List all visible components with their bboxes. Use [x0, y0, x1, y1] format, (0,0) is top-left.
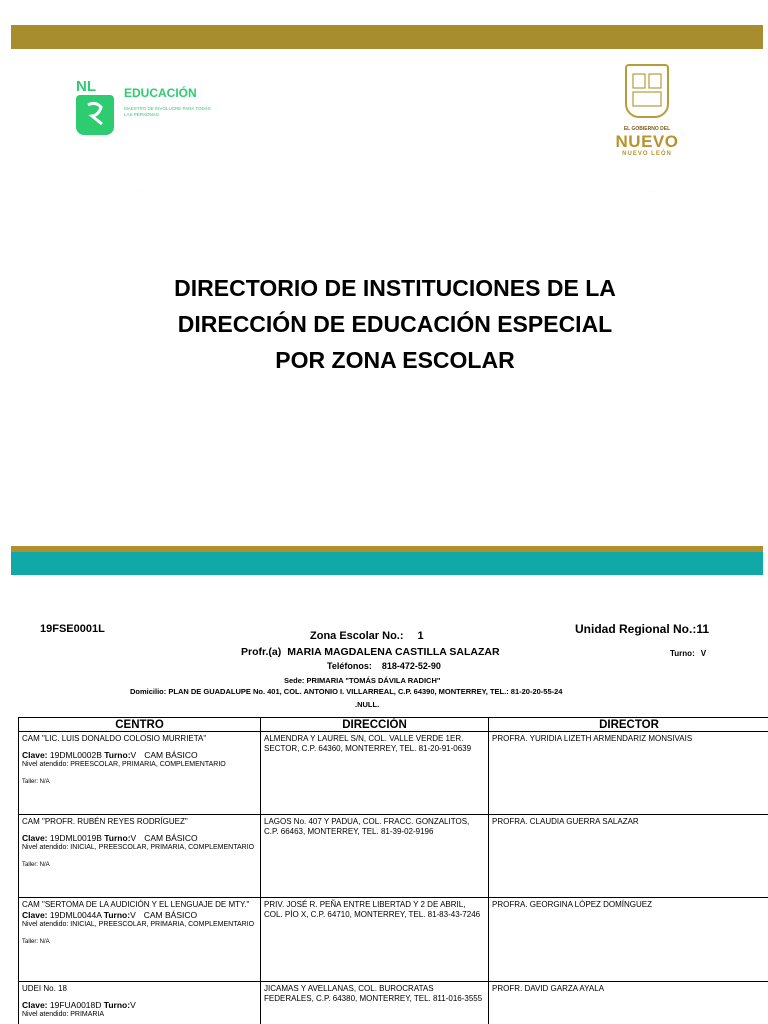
- government-big-text: NUEVO: [615, 132, 679, 151]
- centro-type: CAM BÁSICO: [144, 833, 198, 843]
- centro-clave-line: [22, 833, 257, 843]
- supervisor-name: MARIA MAGDALENA CASTILLA SALAZAR: [287, 646, 500, 658]
- zone-address: [130, 687, 562, 696]
- government-state-text: NUEVO LEÓN: [622, 151, 672, 157]
- address-cell: LAGOS No. 407 Y PADUA, COL. FRACC. GONZALITOS, C.P. 66463, MONTERREY, TEL. 81-39-02-9196: [261, 815, 489, 898]
- title-line-3: POR ZONA ESCOLAR: [275, 347, 515, 373]
- turno-value: V: [130, 833, 137, 843]
- zone-shift: [670, 649, 706, 658]
- table-row: [19, 732, 768, 815]
- centro-workshop: Taller: N/A: [22, 939, 50, 945]
- table-row: [19, 982, 768, 1024]
- education-logo-tagline: MAESTRO DE INVOLUCRE PARA TODAS LAS PERSONAS: [124, 106, 211, 117]
- header-director: DIRECTOR: [489, 718, 768, 732]
- centro-cell: [19, 982, 261, 1024]
- clave-value: 19DML0044A: [49, 910, 102, 920]
- turno-label: Turno:: [104, 833, 131, 843]
- regional-unit-value: 11: [696, 622, 710, 636]
- centro-workshop: Taller: N/A: [22, 862, 50, 868]
- centro-level: Nivel atendido: INICIAL, PREESCOLAR, PRIMARIA, COMPLEMENTARIO: [22, 921, 255, 928]
- centro-level: Nivel atendido: INICIAL, PREESCOLAR, PRIMARIA, COMPLEMENTARIO: [22, 844, 255, 851]
- centro-type: CAM BÁSICO: [144, 750, 198, 760]
- seat-value: PRIMARIA "TOMÁS DÁVILA RADICH": [306, 676, 441, 685]
- zone-phones: [327, 661, 441, 671]
- education-logo-label: EDUCACIÓN: [124, 86, 197, 100]
- centro-level: Nivel atendido: PRIMARIA: [22, 1011, 105, 1018]
- government-small-text: EL GOBIERNO DEL: [623, 126, 671, 132]
- centro-cell: [19, 732, 261, 815]
- zone-number-label: Zona Escolar No.:: [310, 630, 404, 642]
- zone-code: 19FSE0001L: [40, 623, 105, 635]
- table-header-row: [19, 718, 768, 732]
- zone-shift-value: V: [700, 649, 707, 658]
- centro-clave-line: [22, 910, 257, 920]
- null-text: .NULL.: [355, 700, 380, 709]
- clave-label: Clave:: [22, 1000, 48, 1010]
- left-logo-shield: [42, 49, 234, 192]
- address-cell: JICAMAS Y AVELLANAS, COL. BUROCRATAS FEDERALES, C.P. 64380, MONTERREY, TEL. 811-016-3555: [261, 982, 489, 1024]
- institutions-table: [18, 717, 768, 1024]
- coat-of-arms-icon: [625, 64, 669, 118]
- zone-number-value: 1: [417, 630, 424, 642]
- document-title: [0, 270, 768, 378]
- phones-label: Teléfonos:: [327, 661, 372, 671]
- divider-teal-bar: [11, 552, 763, 575]
- zone-seat: [284, 676, 440, 685]
- director-cell: PROFRA. CLAUDIA GUERRA SALAZAR: [489, 815, 768, 898]
- centro-clave-line: [22, 1000, 257, 1010]
- centro-name: CAM "LIC. LUIS DONALDO COLOSIO MURRIETA": [22, 734, 207, 743]
- title-line-2: DIRECCIÓN DE EDUCACIÓN ESPECIAL: [177, 311, 613, 337]
- address-cell: PRIV. JOSÉ R. PEÑA ENTRE LIBERTAD Y 2 DE ABRIL, COL. PÍO X, C.P. 64710, MONTERREY, TEL. 81-83-43-7246: [261, 898, 489, 982]
- clave-label: Clave:: [22, 910, 48, 920]
- header-gold-bar: [11, 25, 763, 49]
- turno-label: Turno:: [104, 750, 131, 760]
- address-value: PLAN DE GUADALUPE No. 401, COL. ANTONIO I. VILLARREAL, C.P. 64390, MONTERREY, TEL.: 81-20-20-55-24: [168, 687, 563, 696]
- clave-label: Clave:: [22, 833, 48, 843]
- centro-name: UDEI No. 18: [22, 984, 67, 993]
- regional-unit-label: Unidad Regional No.:: [575, 622, 697, 636]
- director-cell: PROFR. DAVID GARZA AYALA: [489, 982, 768, 1024]
- director-cell: PROFRA. GEORGINA LÓPEZ DOMÍNGUEZ: [489, 898, 768, 982]
- turno-value: V: [130, 750, 137, 760]
- centro-cell: [19, 898, 261, 982]
- centro-type: CAM BÁSICO: [143, 910, 198, 920]
- seat-label: Sede:: [284, 676, 305, 685]
- turno-label: Turno:: [103, 910, 131, 920]
- clave-value: 19DML0002B: [49, 750, 102, 760]
- clave-value: 19DML0019B: [49, 833, 102, 843]
- nl-brand-text: NL: [76, 78, 96, 95]
- title-line-1: DIRECTORIO DE INSTITUCIONES DE LA: [174, 275, 616, 301]
- centro-cell: [19, 815, 261, 898]
- clave-value: 19FUA0018D: [49, 1000, 102, 1010]
- centro-name: CAM "PROFR. RUBÉN REYES RODRÍGUEZ": [22, 817, 188, 826]
- address-label: Domicilio:: [130, 687, 167, 696]
- centro-name: CAM "SERTOMA DE LA AUDICIÓN Y EL LENGUAJE DE MTY.": [22, 900, 250, 909]
- phones-value: 818-472-52-90: [381, 661, 441, 671]
- centro-clave-line: [22, 750, 257, 760]
- nl-logo-icon: [76, 95, 114, 135]
- zone-shift-label: Turno:: [670, 649, 695, 658]
- address-cell: ALMENDRA Y LAUREL S/N, COL. VALLE VERDE 1ER. SECTOR, C.P. 64360, MONTERREY, TEL. 81-20-91-0639: [261, 732, 489, 815]
- regional-unit: [575, 622, 709, 636]
- centro-level: Nivel atendido: PREESCOLAR, PRIMARIA, COMPLEMENTARIO: [22, 761, 226, 768]
- turno-value: V: [130, 910, 136, 920]
- zone-number: [310, 630, 424, 642]
- turno-value: V: [130, 1000, 136, 1010]
- table-row: [19, 815, 768, 898]
- turno-label: Turno:: [103, 1000, 131, 1010]
- supervisor-label: Profr.(a): [241, 646, 282, 658]
- director-cell: PROFRA. YURIDIA LIZETH ARMENDARIZ MONSIVAIS: [489, 732, 768, 815]
- centro-workshop: Taller: N/A: [22, 779, 50, 785]
- header-centro: CENTRO: [19, 718, 261, 732]
- header-direccion: DIRECCIÓN: [261, 718, 489, 732]
- zone-supervisor: [241, 646, 500, 658]
- clave-label: Clave:: [22, 750, 48, 760]
- table-row: [19, 898, 768, 982]
